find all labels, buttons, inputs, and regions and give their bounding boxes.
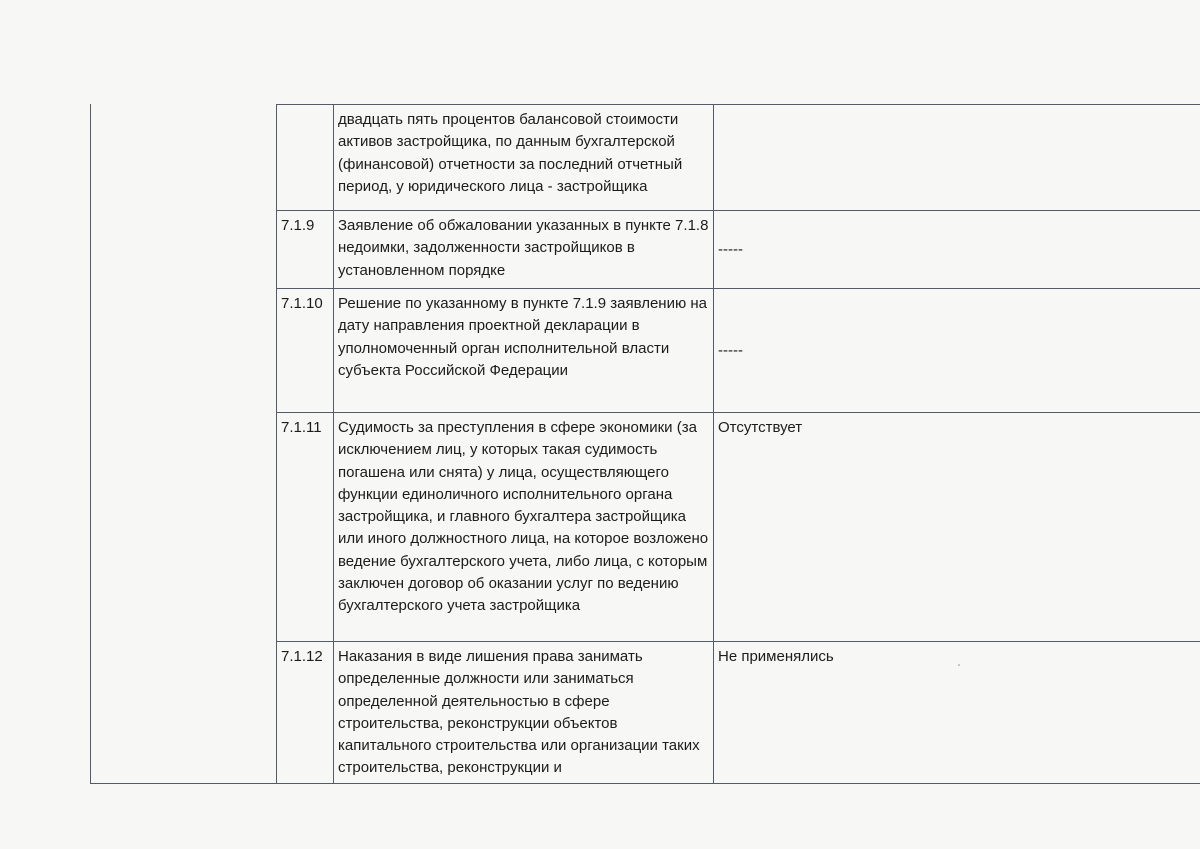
declaration-table [276,104,1200,784]
row-number [277,105,334,211]
row-value [714,105,1200,211]
row-number: 7.1.9 [277,211,334,289]
row-number: 7.1.12 [277,642,334,784]
table-row [277,211,1200,289]
row-value: Не применялись [714,642,1200,784]
scan-speck [958,664,960,666]
row-description: Судимость за преступления в сфере экономики (за исключением лиц, у которых такая судимость погашена или снята) у лица, осуществляющего функции единоличного исполнительного органа застройщика, и главного бухгалтера застройщика или иного должностного лица, на которое возложено ведение бухгалтерского учета, либо лица, с которым заключен договор об оказании услуг по ведению бухгалтерского учета застройщика [334,413,714,642]
row-description: Заявление об обжаловании указанных в пункте 7.1.8 недоимки, задолженности застройщиков в установленном порядке [334,211,714,289]
row-value: ----- [714,211,1200,289]
table-row [277,413,1200,642]
row-number: 7.1.11 [277,413,334,642]
table-row [277,105,1200,211]
row-value: ----- [714,289,1200,413]
table-row [277,642,1200,784]
row-description: двадцать пять процентов балансовой стоимости активов застройщика, по данным бухгалтерской (финансовой) отчетности за последний отчетный период, у юридического лица - застройщика [334,105,714,211]
table-row [277,289,1200,413]
row-description: Наказания в виде лишения права занимать определенные должности или заниматься определенной деятельностью в сфере строительства, реконструкции объектов капитального строительства или организации таких строительства, реконструкции и [334,642,714,784]
row-description: Решение по указанному в пункте 7.1.9 заявлению на дату направления проектной декларации в уполномоченный орган исполнительной власти субъекта Российской Федерации [334,289,714,413]
page-frame-left-line [90,104,91,784]
row-value: Отсутствует [714,413,1200,642]
row-number: 7.1.10 [277,289,334,413]
